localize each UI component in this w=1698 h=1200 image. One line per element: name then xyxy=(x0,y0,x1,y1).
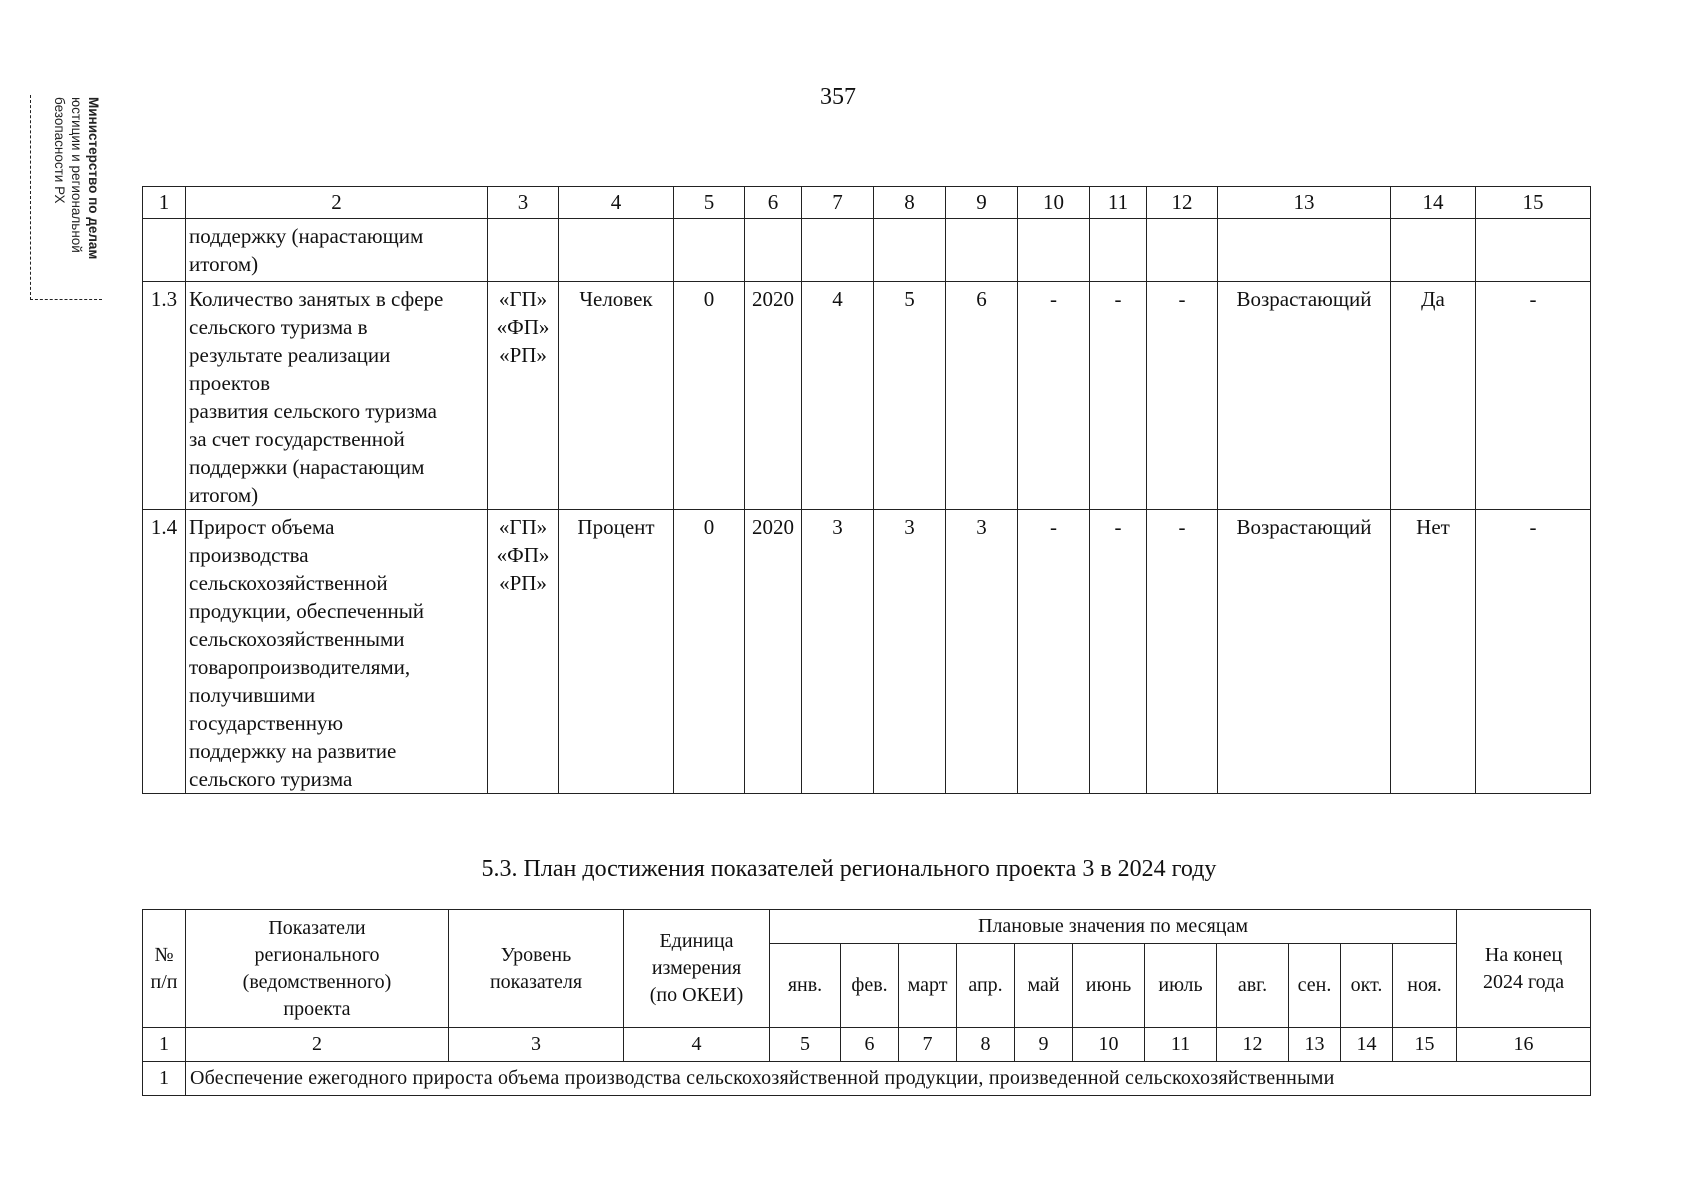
table-row xyxy=(143,510,1591,794)
month-sep: сен. xyxy=(1289,944,1341,1028)
month-feb: фев. xyxy=(841,944,899,1028)
value-col-9: 3 xyxy=(946,510,1018,794)
month-nov: ноя. xyxy=(1393,944,1457,1028)
table2-header-row-1 xyxy=(143,910,1591,944)
indicator-name: Прирост объема производства сельскохозяйственной продукции, обеспеченный сельскохозяйственными товаропроизводителями, получившими государственную поддержку на развитие сельского туризма xyxy=(186,510,488,794)
table1-col-5: 5 xyxy=(674,187,745,219)
trend: Возрастающий xyxy=(1218,510,1391,794)
col-num-11: 11 xyxy=(1145,1028,1217,1062)
col-num-4: 4 xyxy=(624,1028,770,1062)
table-row xyxy=(143,282,1591,510)
col-num-9: 9 xyxy=(1015,1028,1073,1062)
col-num-3: 3 xyxy=(449,1028,624,1062)
table1-col-6: 6 xyxy=(745,187,802,219)
ministry-stamp xyxy=(36,97,102,297)
table1-col-11: 11 xyxy=(1090,187,1147,219)
table1-col-2: 2 xyxy=(186,187,488,219)
table1-col-10: 10 xyxy=(1018,187,1090,219)
stamp-line-3: безопасности РХ xyxy=(52,97,67,204)
trend: Возрастающий xyxy=(1218,282,1391,510)
row-number: 1.3 xyxy=(143,282,186,510)
indicators-table xyxy=(142,186,1591,794)
month-apr: апр. xyxy=(957,944,1015,1028)
header-indicators: Показатели регионального (ведомственного) проекта xyxy=(186,910,449,1028)
col-num-14: 14 xyxy=(1341,1028,1393,1062)
table1-col-4: 4 xyxy=(559,187,674,219)
header-unit: Единица измерения (по ОКЕИ) xyxy=(624,910,770,1028)
indicator-name: Количество занятых в сфере сельского туризма в результате реализации проектов развития сельского туризма за счет государственной поддержки (нарастающим итогом) xyxy=(186,282,488,510)
header-end-of-year: На конец 2024 года xyxy=(1457,910,1591,1028)
indicator-level: «ГП» «ФП» «РП» xyxy=(488,282,559,510)
col-num-13: 13 xyxy=(1289,1028,1341,1062)
table1-col-15: 15 xyxy=(1476,187,1591,219)
value-col-15: - xyxy=(1476,510,1591,794)
value-col-8: 5 xyxy=(874,282,946,510)
page-number: 357 xyxy=(820,84,856,110)
month-aug: авг. xyxy=(1217,944,1289,1028)
col-num-12: 12 xyxy=(1217,1028,1289,1062)
table1-col-12: 12 xyxy=(1147,187,1218,219)
base-value: 0 xyxy=(674,282,745,510)
table1-col-13: 13 xyxy=(1218,187,1391,219)
table1-header-row xyxy=(143,187,1591,219)
base-value: 0 xyxy=(674,510,745,794)
month-may: май xyxy=(1015,944,1073,1028)
col-num-8: 8 xyxy=(957,1028,1015,1062)
value-col-8: 3 xyxy=(874,510,946,794)
section-title: 5.3. План достижения показателей регионального проекта 3 в 2024 году xyxy=(481,856,1217,882)
col-num-6: 6 xyxy=(841,1028,899,1062)
table2-numbers-row xyxy=(143,1028,1591,1062)
unit: Человек xyxy=(559,282,674,510)
table1-col-3: 3 xyxy=(488,187,559,219)
table1-col-8: 8 xyxy=(874,187,946,219)
monthly-plan-table xyxy=(142,909,1591,1096)
unit: Процент xyxy=(559,510,674,794)
stamp-line-1: Министерство по делам xyxy=(86,97,101,260)
row-number: 1.4 xyxy=(143,510,186,794)
month-jan: янв. xyxy=(770,944,841,1028)
month-mar: март xyxy=(899,944,957,1028)
col-num-10: 10 xyxy=(1073,1028,1145,1062)
table1-col-14: 14 xyxy=(1391,187,1476,219)
header-months-group: Плановые значения по месяцам xyxy=(770,910,1457,944)
row-description: Обеспечение ежегодного прироста объема производства сельскохозяйственной продукции, произведенной сельскохозяйственными xyxy=(186,1062,1591,1096)
indicator-level: «ГП» «ФП» «РП» xyxy=(488,510,559,794)
value-col-10: - xyxy=(1018,282,1090,510)
value-col-7: 3 xyxy=(802,510,874,794)
value-col-7: 4 xyxy=(802,282,874,510)
table1-col-7: 7 xyxy=(802,187,874,219)
base-year: 2020 xyxy=(745,510,802,794)
continuation-text: поддержку (нарастающим итогом) xyxy=(186,219,488,282)
base-year: 2020 xyxy=(745,282,802,510)
header-level: Уровень показателя xyxy=(449,910,624,1028)
table1-col-1: 1 xyxy=(143,187,186,219)
table1-col-9: 9 xyxy=(946,187,1018,219)
col-num-7: 7 xyxy=(899,1028,957,1062)
col-num-15: 15 xyxy=(1393,1028,1457,1062)
col-num-5: 5 xyxy=(770,1028,841,1062)
value-col-9: 6 xyxy=(946,282,1018,510)
value-col-12: - xyxy=(1147,282,1218,510)
col-num-2: 2 xyxy=(186,1028,449,1062)
flag: Нет xyxy=(1391,510,1476,794)
month-oct: окт. xyxy=(1341,944,1393,1028)
col-num-16: 16 xyxy=(1457,1028,1591,1062)
value-col-11: - xyxy=(1090,282,1147,510)
value-col-11: - xyxy=(1090,510,1147,794)
value-col-15: - xyxy=(1476,282,1591,510)
month-jun: июнь xyxy=(1073,944,1145,1028)
header-num: № п/п xyxy=(143,910,186,1028)
stamp-line-2: юстиции и региональной xyxy=(69,97,84,253)
table1-continuation-row xyxy=(143,219,1591,282)
row-number: 1 xyxy=(143,1062,186,1096)
value-col-12: - xyxy=(1147,510,1218,794)
table-row xyxy=(143,1062,1591,1096)
month-jul: июль xyxy=(1145,944,1217,1028)
col-num-1: 1 xyxy=(143,1028,186,1062)
value-col-10: - xyxy=(1018,510,1090,794)
flag: Да xyxy=(1391,282,1476,510)
